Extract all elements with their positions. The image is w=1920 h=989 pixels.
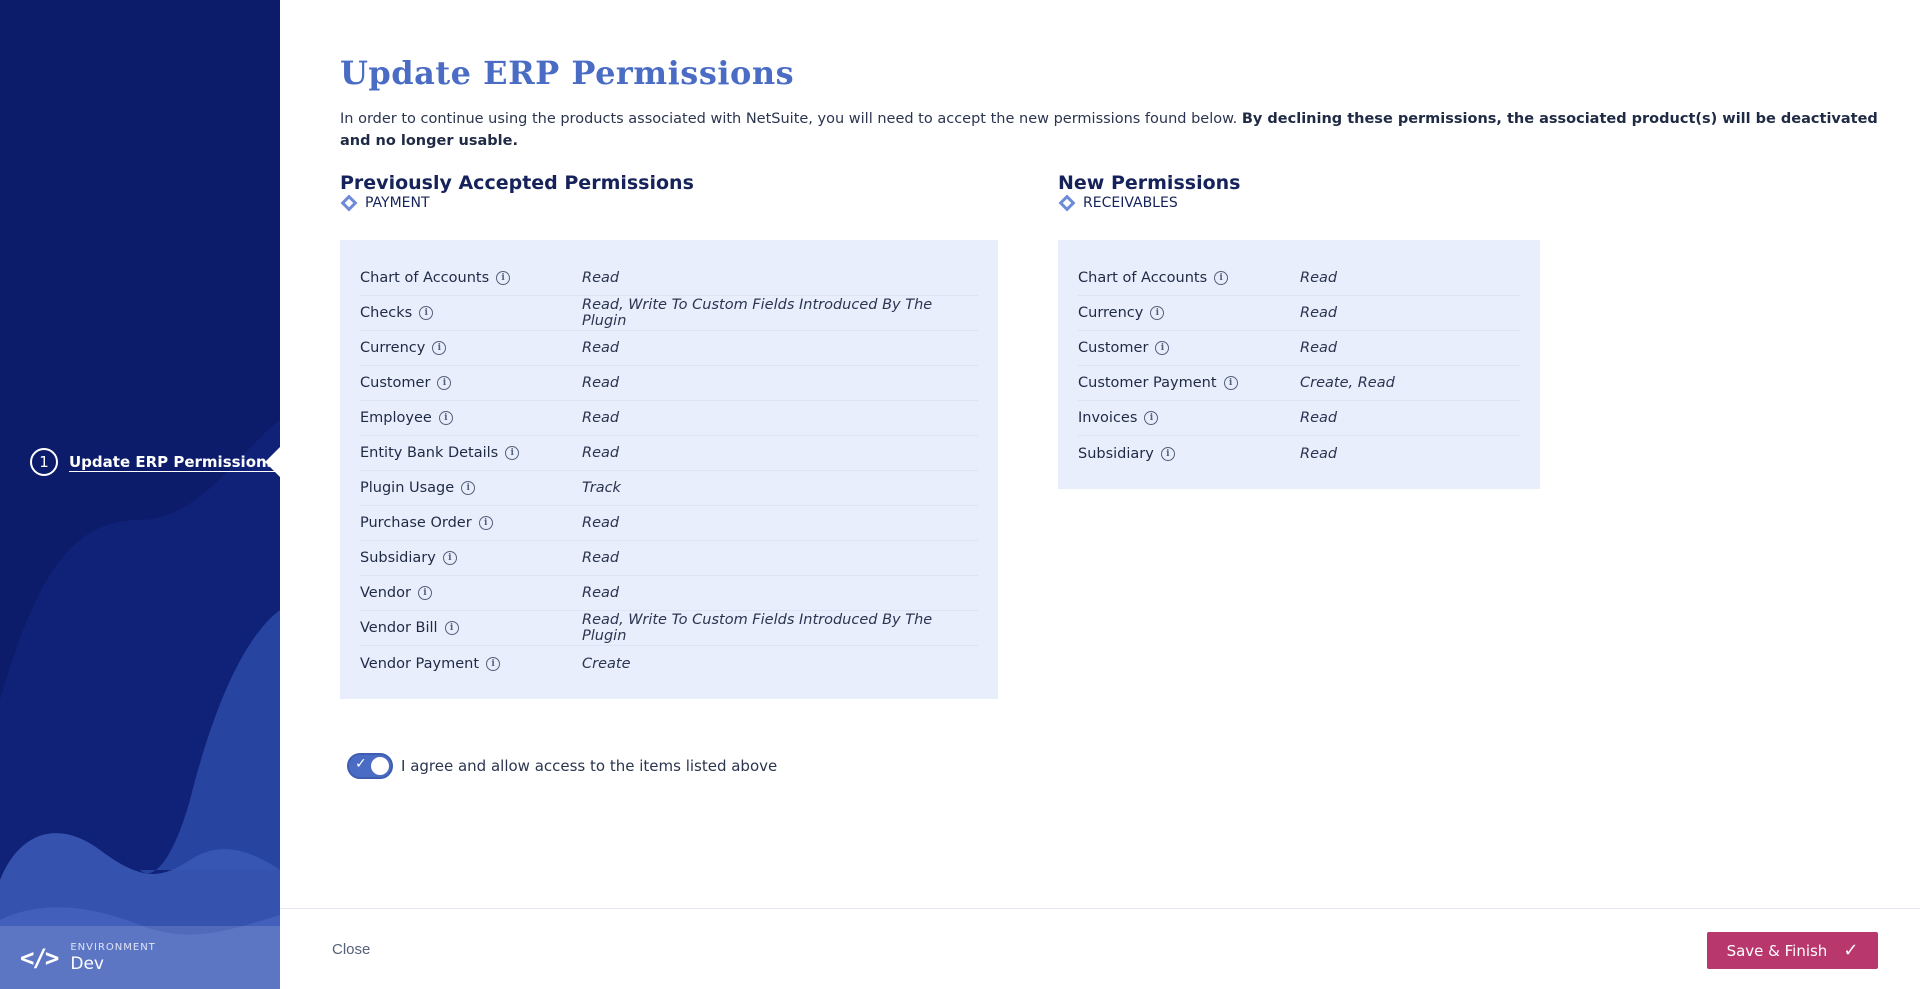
permission-value: Create bbox=[582, 655, 631, 672]
permission-name-label: Purchase Order bbox=[360, 515, 472, 531]
info-icon[interactable]: i bbox=[1161, 447, 1175, 461]
permission-row bbox=[360, 646, 978, 681]
environment-value: Dev bbox=[70, 953, 104, 974]
new-permissions-heading: New Permissions bbox=[1058, 172, 1241, 194]
permission-row bbox=[1078, 401, 1520, 436]
permission-value: Read bbox=[582, 410, 620, 426]
info-icon[interactable]: i bbox=[418, 586, 432, 600]
info-icon[interactable]: i bbox=[419, 306, 433, 320]
intro-text-body: In order to continue using the products associated with NetSuite, you will need to accept the new permissions found below. bbox=[340, 111, 1238, 127]
permission-name-label: Employee bbox=[360, 410, 432, 426]
close-button[interactable]: Close bbox=[332, 941, 371, 958]
permission-name-label: Customer bbox=[1078, 340, 1149, 356]
permission-name bbox=[1078, 410, 1158, 426]
permission-name-label: Vendor Bill bbox=[360, 620, 438, 636]
permission-value: Read bbox=[1300, 340, 1338, 356]
permission-row bbox=[1078, 366, 1520, 401]
info-icon[interactable]: i bbox=[445, 621, 459, 635]
new-product bbox=[1058, 195, 1178, 211]
permission-value: Read bbox=[582, 585, 620, 601]
permission-row bbox=[360, 506, 978, 541]
permission-name bbox=[360, 340, 446, 356]
info-icon[interactable]: i bbox=[443, 551, 457, 565]
permission-row bbox=[360, 576, 978, 611]
info-icon[interactable]: i bbox=[505, 446, 519, 460]
permission-name bbox=[1078, 340, 1169, 356]
intro-warning: By declining these permissions, the associated product(s) will be deactivated and no longer usable. bbox=[340, 111, 1878, 149]
permission-name-label: Entity Bank Details bbox=[360, 445, 499, 461]
permission-name bbox=[360, 480, 475, 496]
permission-name-label: Customer bbox=[360, 375, 431, 391]
permission-name bbox=[1078, 375, 1238, 391]
agreement-toggle[interactable] bbox=[347, 753, 393, 779]
permission-name-label: Customer Payment bbox=[1078, 375, 1217, 391]
checkmark-icon: ✓ bbox=[1843, 940, 1859, 961]
permission-name bbox=[360, 375, 451, 391]
permission-value: Read bbox=[582, 340, 620, 356]
permission-name bbox=[360, 410, 453, 426]
new-permissions-panel bbox=[1058, 240, 1540, 489]
previous-permissions-panel bbox=[340, 240, 998, 699]
step-number-badge: 1 bbox=[30, 448, 58, 476]
environment-indicator bbox=[0, 926, 280, 989]
permission-value: Read bbox=[582, 445, 620, 461]
permission-row bbox=[1078, 436, 1520, 471]
save-finish-button[interactable] bbox=[1707, 932, 1878, 969]
permission-name bbox=[1078, 446, 1175, 462]
permission-value: Read bbox=[582, 550, 620, 566]
diamond-icon bbox=[341, 195, 358, 212]
permission-row bbox=[1078, 331, 1520, 366]
footer-bar bbox=[280, 908, 1920, 989]
info-icon[interactable]: i bbox=[461, 481, 475, 495]
info-icon[interactable]: i bbox=[1144, 411, 1158, 425]
permission-row bbox=[360, 331, 978, 366]
permission-name bbox=[1078, 270, 1228, 286]
info-icon[interactable]: i bbox=[437, 376, 451, 390]
permission-row bbox=[1078, 261, 1520, 296]
step-label[interactable]: Update ERP Permissions bbox=[69, 453, 276, 471]
permission-name bbox=[360, 270, 510, 286]
permission-name bbox=[360, 656, 500, 672]
active-step-pointer bbox=[265, 446, 281, 478]
main-content bbox=[280, 0, 1920, 989]
permission-value: Read bbox=[582, 515, 620, 531]
permission-name-label: Invoices bbox=[1078, 410, 1138, 426]
permission-value: Read bbox=[1300, 445, 1338, 462]
info-icon[interactable]: i bbox=[439, 411, 453, 425]
agreement-label[interactable]: I agree and allow access to the items listed above bbox=[401, 757, 778, 775]
diamond-icon bbox=[1059, 195, 1076, 212]
info-icon[interactable]: i bbox=[1150, 306, 1164, 320]
permission-value: Read bbox=[1300, 410, 1338, 426]
permission-value: Read, Write To Custom Fields Introduced By The Plugin bbox=[582, 297, 933, 329]
permission-row bbox=[1078, 296, 1520, 331]
permission-name bbox=[1078, 305, 1164, 321]
permission-name-label: Checks bbox=[360, 305, 413, 321]
toggle-knob bbox=[371, 757, 389, 775]
info-icon[interactable]: i bbox=[496, 271, 510, 285]
environment-caption: ENVIRONMENT bbox=[70, 941, 156, 953]
permission-row bbox=[360, 541, 978, 576]
permission-name-label: Currency bbox=[360, 340, 426, 356]
permission-value: Create, Read bbox=[1300, 375, 1395, 391]
environment-text bbox=[70, 942, 155, 974]
permission-row bbox=[360, 401, 978, 436]
permission-name-label: Chart of Accounts bbox=[360, 270, 490, 286]
intro-text bbox=[340, 108, 1880, 152]
info-icon[interactable]: i bbox=[486, 657, 500, 671]
permission-value: Read bbox=[1300, 305, 1338, 321]
previous-product-label: PAYMENT bbox=[365, 195, 430, 211]
permission-name-label: Vendor bbox=[360, 585, 411, 601]
permission-name-label: Plugin Usage bbox=[360, 480, 455, 496]
permission-name-label: Chart of Accounts bbox=[1078, 270, 1208, 286]
sidebar-wave-decoration bbox=[0, 0, 280, 989]
permission-name-label: Subsidiary bbox=[1078, 445, 1154, 462]
info-icon[interactable]: i bbox=[479, 516, 493, 530]
permission-value: Read bbox=[582, 375, 620, 391]
permission-name-label: Vendor Payment bbox=[360, 655, 480, 672]
permission-name bbox=[360, 620, 459, 636]
code-icon: </> bbox=[20, 943, 58, 972]
info-icon[interactable]: i bbox=[1155, 341, 1169, 355]
permission-row bbox=[360, 436, 978, 471]
permission-name-label: Currency bbox=[1078, 305, 1144, 321]
wizard-step-update-erp-permissions[interactable] bbox=[30, 448, 276, 476]
permission-value: Read bbox=[1300, 270, 1338, 286]
info-icon[interactable]: i bbox=[1214, 271, 1228, 285]
agreement-row bbox=[347, 753, 777, 779]
permission-name bbox=[360, 585, 432, 601]
info-icon[interactable]: i bbox=[1224, 376, 1238, 390]
permission-row bbox=[360, 366, 978, 401]
check-icon: ✓ bbox=[355, 756, 367, 772]
permission-name-label: Subsidiary bbox=[360, 550, 436, 566]
permission-name bbox=[360, 305, 433, 321]
save-finish-label: Save & Finish bbox=[1726, 941, 1828, 960]
previous-permissions-heading: Previously Accepted Permissions bbox=[340, 172, 694, 194]
permission-name bbox=[360, 515, 493, 531]
permission-row bbox=[360, 296, 978, 331]
new-product-label: RECEIVABLES bbox=[1083, 195, 1178, 211]
permission-row bbox=[360, 261, 978, 296]
page-title: Update ERP Permissions bbox=[340, 54, 795, 92]
permission-value: Read, Write To Custom Fields Introduced By The Plugin bbox=[582, 612, 933, 644]
sidebar bbox=[0, 0, 280, 989]
permission-value: Read bbox=[582, 270, 620, 286]
permission-value: Track bbox=[582, 480, 621, 496]
info-icon[interactable]: i bbox=[432, 341, 446, 355]
permission-row bbox=[360, 611, 978, 646]
permission-name bbox=[360, 550, 457, 566]
permission-name bbox=[360, 445, 519, 461]
permission-row bbox=[360, 471, 978, 506]
previous-product bbox=[340, 195, 430, 211]
